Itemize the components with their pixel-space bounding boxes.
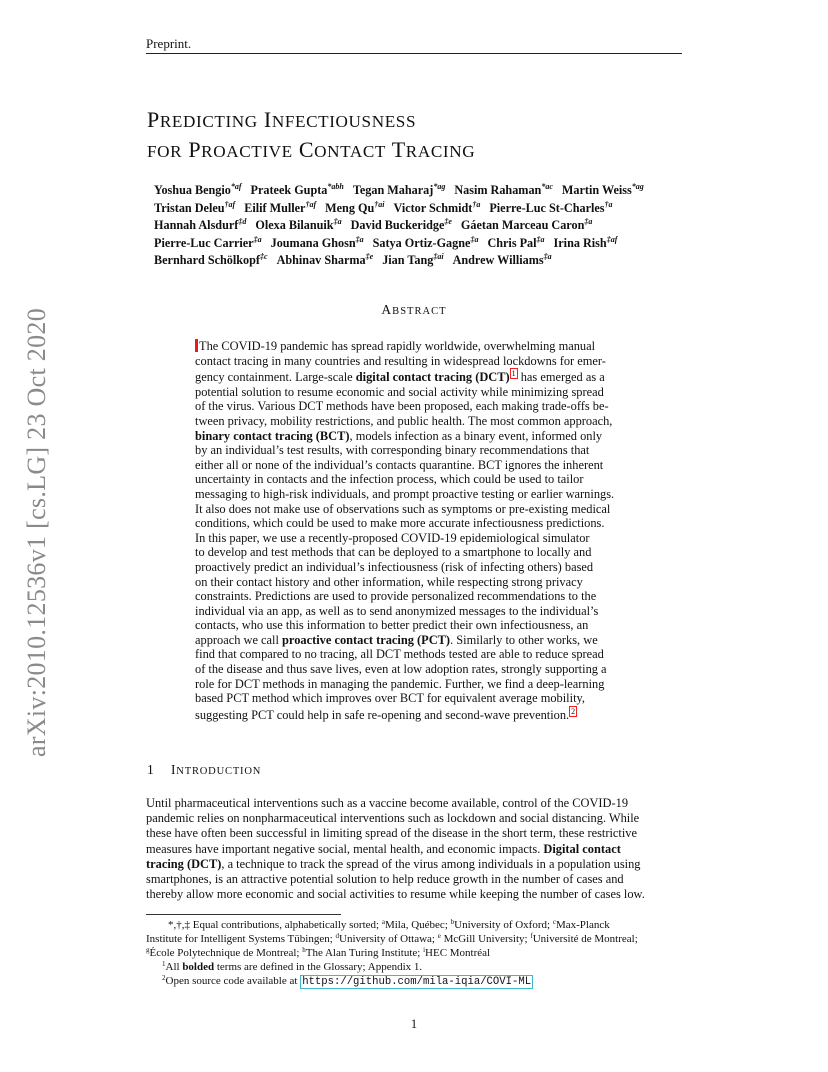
footnote-link-2[interactable]: 2 (571, 706, 576, 716)
section-number: 1 (147, 762, 155, 777)
author-line (154, 182, 714, 200)
intro-line: pandemic relies on nonpharmaceutical interventions such as lockdown and social distancing. While (146, 811, 640, 826)
abstract-line: constraints. Predictions are used to provide personalized recommendations to the (195, 589, 597, 604)
abstract-body (195, 339, 635, 722)
author-name: Olexa Bilanuik$^{\ddagger a}$ (255, 217, 342, 232)
section-title: INTRODUCTION (171, 762, 262, 777)
author-name: Meng $Qu^{\dagger ai}$ (325, 199, 385, 215)
title-line-2: FOR PROACTIVE CONTACT TRACING (147, 137, 476, 162)
abstract-line: suggesting PCT could help in safe re-opening and second-wave prevention. 2 (195, 706, 576, 722)
abstract-line: to develop and test methods that can be deployed to a smartphone to locally and (195, 545, 592, 560)
abstract-line: find that compared to no tracing, all DCT methods tested are able to reduce spread (195, 647, 604, 662)
author-line (154, 217, 714, 235)
author-name: Nasim Rahaman$^{*ac}$ (454, 182, 553, 197)
author-name: Yoshua Bengio$^{*af}$ (154, 182, 242, 197)
author-line (154, 235, 714, 253)
abstract-line: conditions, which could be used to make more accurate infectiousness predictions. (195, 516, 605, 531)
term-digital-contact: Digital contact (543, 841, 621, 856)
abstract-line: messaging to high-risk individuals, and prompt proactive testing or earlier warnings. (195, 486, 615, 501)
term-pct: proactive contact tracing (PCT) (282, 632, 451, 647)
intro-line: Until pharmaceutical interventions such as a vaccine become available, control of the COVID-19 (146, 796, 629, 810)
abstract-line: of the virus. Various DCT methods have been proposed, each making trade-offs be- (195, 399, 609, 414)
intro-line: these have often been successful in limiting spread of the disease in the short term, these restrictive (146, 826, 637, 841)
abstract-line: approach we call proactive contact tracing (PCT). Similarly to other works, we (195, 632, 598, 647)
footnote-affiliations-line-3: $^g$École Polytechnique de Montreal; $^h$The Alan Turing Institute; $^i$HEC Montréal (146, 946, 491, 959)
term-dct: digital contact tracing (DCT) (355, 370, 510, 385)
intro-line: thereby allow more economic and social activities to resume while keeping the number of cases low. (146, 887, 645, 902)
footnote-affiliations-line-2: Institute for Intelligent Systems Tübingen; $^d$University of Ottawa; $^e$ McGill University; $^f$Université de Montreal; (146, 932, 638, 945)
author-name: Jian Tang$^{\ddagger ai}$ (382, 252, 444, 267)
author-name: Eilif Muller$^{\dagger af}$ (244, 199, 317, 215)
term-tracing-dct: tracing (DCT) (146, 856, 222, 871)
abstract-line: tween privacy, mobility restrictions, and public health. The most common approach, (195, 413, 613, 428)
author-line (154, 200, 714, 218)
author-name: Pierre-Luc Carrier$^{\ddagger a}$ (154, 234, 262, 250)
author-list (154, 182, 714, 270)
abstract-line: gency containment. Large-scale digital contact tracing (DCT) 1 has emerged as a (195, 369, 605, 385)
abstract-line: binary contact tracing (BCT), models infection as a binary event, informed only (195, 428, 603, 443)
footnote-link-1[interactable]: 1 (511, 369, 516, 379)
abstract-line: In this paper, we use a recently-proposed COVID-19 epidemiological simulator (195, 530, 590, 545)
abstract-line: based PCT method which improves over BCT for equivalent average mobility, (195, 691, 585, 706)
github-repo-link[interactable]: https://github.com/mila-iqia/COVI-ML (302, 976, 532, 988)
abstract-line: role for DCT methods in managing the pandemic. Further, we find a deep-learning (195, 676, 605, 691)
author-name: Pierre-Luc St-Charles$^{\dagger a}$ (489, 199, 613, 215)
running-header: Preprint. (146, 36, 192, 51)
abstract-line: contact tracing in many countries and resulting in widespread lockdowns for emer- (195, 353, 606, 368)
abstract-line: potential solution to resume economic and social activity while minimizing spread (195, 384, 604, 399)
abstract-line: either all or none of the individual’s contacts quarantine. BCT ignores the inherent (195, 457, 604, 472)
abstract-line: of the disease and thus save lives, even at low adoption rates, strongly supporting a (195, 662, 607, 677)
footnote-1: $^1$All bolded terms are defined in the Glossary; Appendix 1. (162, 960, 423, 973)
author-name: Hannah Alsdurf$^{\ddagger d}$ (154, 217, 247, 232)
intro-line: tracing (DCT), a technique to track the spread of the virus among individuals in a population using (146, 856, 641, 871)
footnote-affiliations-line-1: *,†,‡ Equal contributions, alphabetically sorted; $^a$Mila, Québec; $^b$University of Oxford; $^c$Max-Planck (168, 918, 610, 931)
title-line-1: PREDICTING INFECTIOUSNESS (147, 107, 417, 132)
intro-line: smartphones, is an attractive potential solution to help reduce growth in the number of cases and (146, 872, 624, 887)
intro-line: measures have important negative social, mental health, and economic impacts. Digital contact (146, 841, 621, 856)
footnote-rule (146, 914, 341, 915)
page-number: 1 (410, 1017, 418, 1031)
author-name: Bernhard Schölkopf$^{\ddagger c}$ (154, 252, 268, 267)
abstract-line: proactively predict an individual’s infectiousness (risk of infecting others) based (195, 559, 594, 574)
header-rule (146, 53, 682, 54)
abstract-line: contacts, who use this information to better predict their own infectiousness, an (195, 618, 589, 633)
abstract-line: It also does not make use of observations such as symptoms or pre-existing medical (195, 501, 611, 516)
author-name: Chris Pal$^{\ddagger a}$ (487, 234, 545, 250)
abstract-heading: ABSTRACT (381, 302, 447, 317)
author-name: Tegan Maharaj$^{*ag}$ (352, 182, 446, 197)
author-name: Prateek Gupta$^{*abh}$ (250, 182, 344, 197)
abstract-line: on their contact history and other information, while respecting strong privacy (195, 574, 583, 589)
author-name: Andrew Williams$^{\ddagger a}$ (452, 252, 552, 267)
author-name: Abhinav Sharma$^{\ddagger e}$ (276, 252, 374, 267)
paper-title (147, 106, 475, 166)
abstract-line: individual via an app, as well as to send anonymized messages to the individual’s (195, 603, 599, 618)
footnotes (146, 918, 686, 989)
introduction-body (146, 796, 686, 902)
author-name: Joumana Ghosn$^{\ddagger a}$ (270, 234, 364, 250)
author-name: Victor Schmidt$^{\dagger a}$ (393, 199, 481, 215)
abstract-line: The COVID-19 pandemic has spread rapidly worldwide, overwhelming manual (195, 339, 635, 354)
author-line (154, 252, 714, 270)
arxiv-identifier[interactable]: arXiv:2010.12536v1 [cs.LG] 23 Oct 2020 (22, 308, 51, 757)
text-cursor-marker (195, 339, 198, 352)
author-name: Irina Rish$^{\ddagger af}$ (553, 234, 618, 250)
term-bct: binary contact tracing (BCT) (195, 428, 350, 443)
footnote-2: $^2$Open source code available at https://github.com/mila-iqia/COVI-ML (162, 974, 532, 988)
section-heading-introduction (147, 762, 261, 778)
abstract-line: uncertainty in contacts and the infection process, which could be used to tailor (195, 472, 584, 487)
author-name: Tristan Deleu$^{\dagger af}$ (154, 199, 236, 215)
author-name: Gáetan Marceau Caron$^{\ddagger a}$ (460, 217, 593, 232)
author-name: David Buckeridge$^{\ddagger e}$ (350, 217, 452, 232)
abstract-line: by an individual’s test results, with corresponding binary recommendations that (195, 443, 590, 458)
author-name: Satya Ortiz-Gagne$^{\ddagger a}$ (372, 234, 479, 250)
author-name: Martin Weiss$^{*ag}$ (561, 182, 644, 197)
